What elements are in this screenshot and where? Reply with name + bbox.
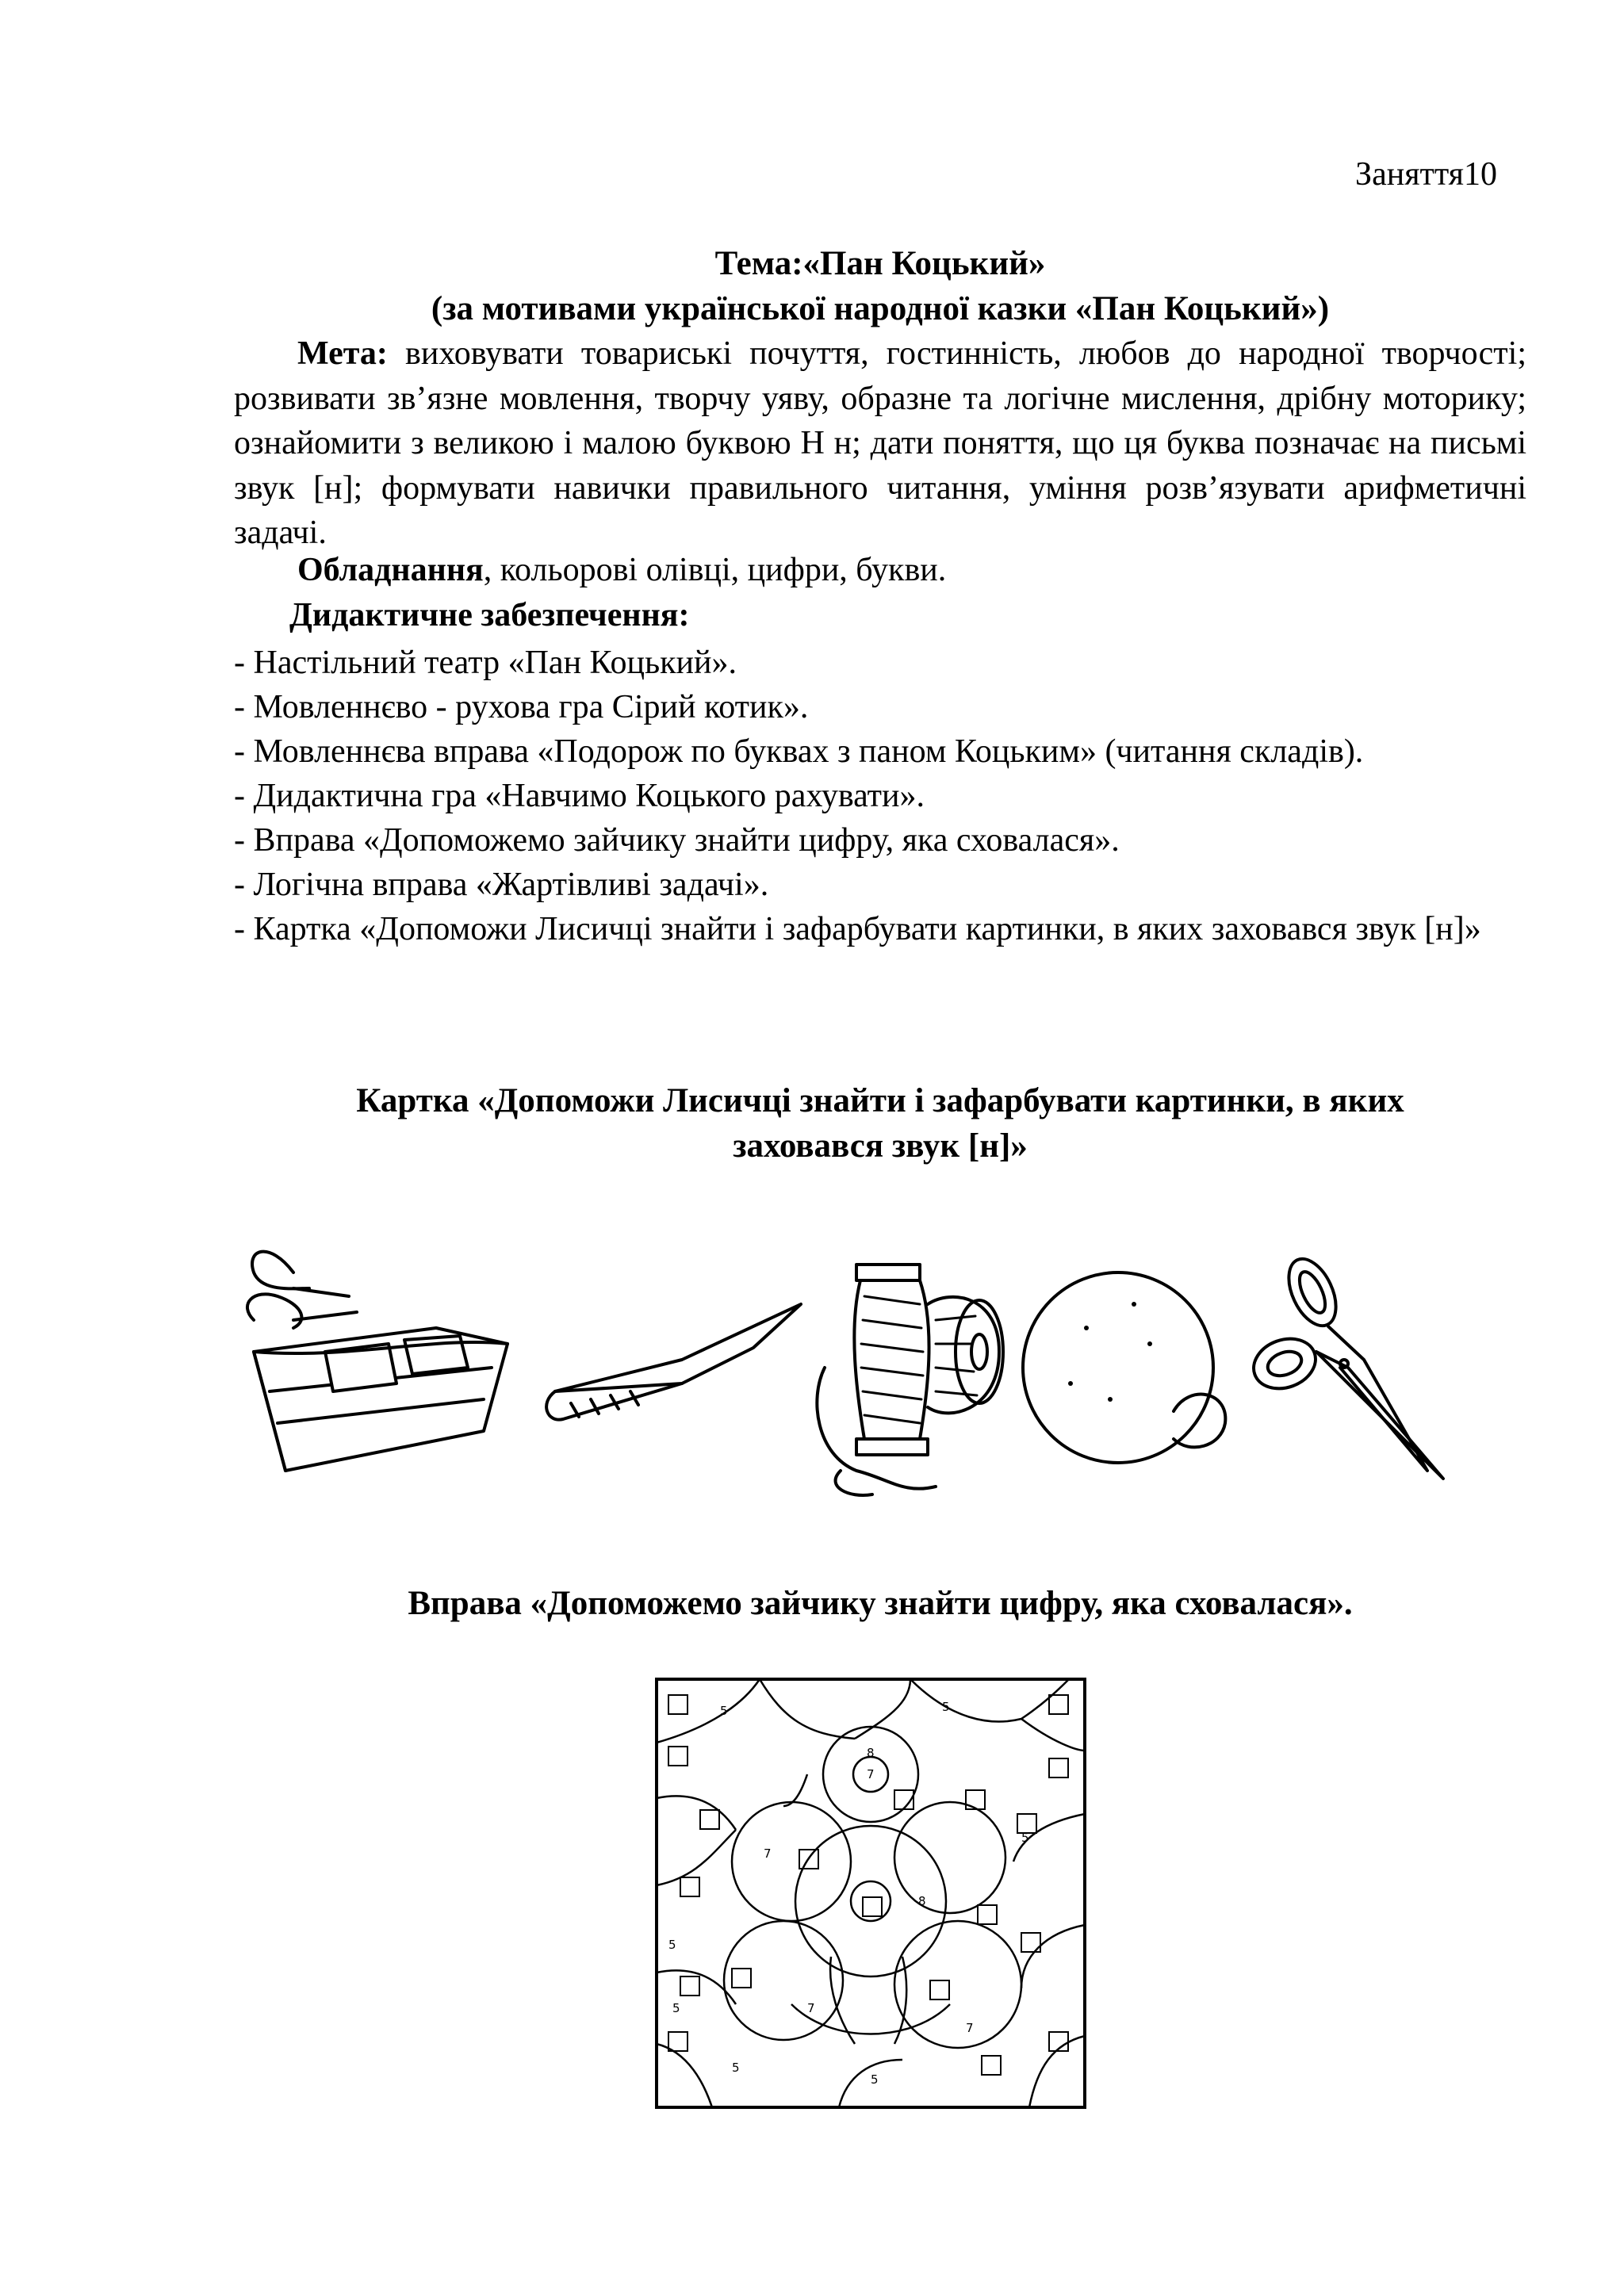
puzzle-number-5: 5	[732, 2061, 740, 2075]
exercise-title: Вправа «Допоможемо зайчику знайти цифру, яка сховалася».	[408, 1585, 1353, 1622]
puzzle-number-8: 8	[918, 1894, 926, 1908]
equipment-label: Обладнання	[297, 552, 484, 588]
list-item: - Мовленнєва вправа «Подорож по буквах з паном Коцьким» (читання складів).	[234, 733, 1364, 770]
puzzle-number-5: 5	[942, 1700, 950, 1714]
list-item: - Картка «Допоможи Лисичці знайти і зафарбувати картинки, в яких заховався звук [н]»	[234, 911, 1481, 947]
equipment	[297, 551, 946, 589]
lesson-subtitle: (за мотивами української народної казки «Пан Коцький»)	[431, 290, 1330, 327]
puzzle-number-7: 7	[764, 1846, 772, 1861]
card-pictures	[238, 1233, 1475, 1502]
list-item: - Дидактична гра «Навчимо Коцького рахувати».	[234, 778, 925, 814]
puzzle-number-5: 5	[871, 2072, 879, 2087]
boat-icon	[247, 1252, 508, 1471]
puzzle-number-5: 5	[720, 1704, 728, 1718]
lesson-goal	[234, 331, 1526, 556]
thread-spool-icon	[817, 1265, 1003, 1495]
hidden-number-puzzle	[649, 1671, 1093, 2115]
didactic-list	[234, 641, 1526, 951]
list-item: - Мовленнєво - рухова гра Сірий котик».	[234, 689, 809, 725]
list-item: - Логічна вправа «Жартівливі задачі».	[234, 867, 769, 903]
puzzle-number-5: 5	[672, 2001, 680, 2015]
puzzle-number-7: 7	[867, 1767, 875, 1781]
card-title-line2: заховався звук [н]»	[733, 1127, 1028, 1165]
knife-icon	[546, 1304, 801, 1420]
didactic-heading: Дидактичне забезпечення:	[289, 597, 690, 633]
list-item: - Настільний театр «Пан Коцький».	[234, 645, 737, 681]
puzzle-number-7: 7	[807, 2001, 815, 2015]
goal-text: виховувати товариські почуття, гостинність, любов до народної творчості; розвивати зв’язне мовлення, творчу уяву, образне та логічне мислення, дрібну моторику; ознайомити з великою і малою буквою Н н; дати поняття, що ця буква позначає на письмі звук [н]; формувати навички правильного читання, уміння розв’язувати арифметичні задачі.	[234, 335, 1527, 551]
list-item: - Вправа «Допоможемо зайчику знайти цифру, яка сховалася».	[234, 822, 1120, 859]
scissors-icon	[1247, 1252, 1443, 1479]
card-title-line1: Картка «Допоможи Лисичці знайти і зафарбувати картинки, в яких	[356, 1082, 1404, 1119]
equipment-text: , кольорові олівці, цифри, букви.	[483, 552, 947, 588]
puzzle-number-7: 7	[966, 2021, 974, 2035]
goal-label: Мета:	[297, 335, 388, 372]
lesson-topic: Тема:«Пан Коцький»	[714, 245, 1046, 282]
puzzle-number-5: 5	[1021, 1831, 1029, 1845]
card-title	[234, 1078, 1526, 1169]
puzzle-number-5: 5	[668, 1938, 676, 1952]
lesson-number: Заняття10	[1355, 156, 1497, 193]
puzzle-number-8: 8	[867, 1746, 875, 1760]
orange-icon	[1023, 1272, 1225, 1463]
